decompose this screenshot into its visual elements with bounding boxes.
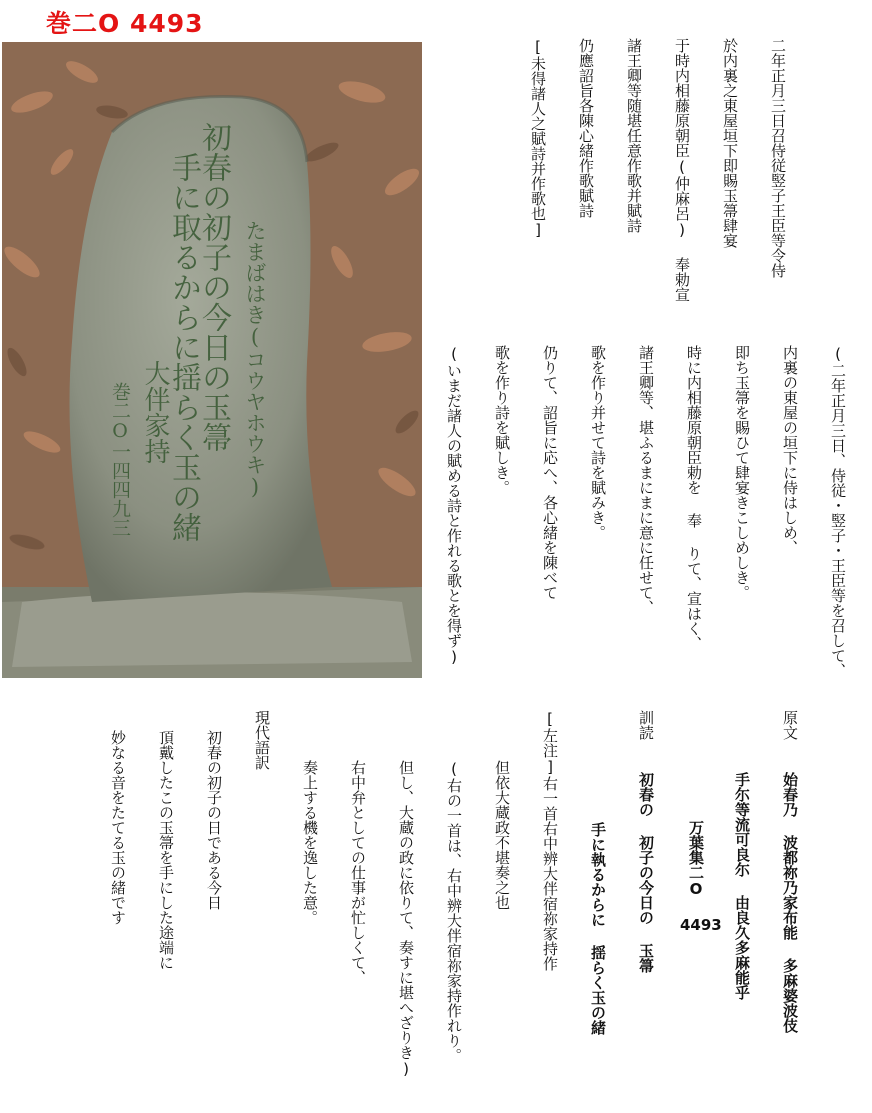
left-note-line-6: 奏上する機を逸した意。 bbox=[301, 760, 319, 925]
reading-line-5: 諸王卿等、堪ふるまにまに意に任せて、 bbox=[637, 345, 655, 615]
reading-line-8: 歌を作り詩を賦しき。 bbox=[493, 345, 511, 495]
stone-carving-line-1: 初春の初子の今日の玉箒 bbox=[196, 122, 231, 452]
left-note-line-5: 右中弁としての仕事が忙しくて、 bbox=[349, 760, 367, 985]
kundoku-label: 訓読 bbox=[637, 710, 655, 740]
left-note-line-4: 但し、大蔵の政に依りて、奏すに堪へざりき) bbox=[397, 760, 415, 1078]
original-line-2: 手尓等流可良尓 由良久多麻能乎 bbox=[733, 772, 751, 1000]
reading-line-4: 時に内相藤原朝臣勅を 奉 りて、宣はく、 bbox=[685, 345, 703, 651]
preface-line-6: [未得諸人之賦詩并作歌也] bbox=[529, 38, 547, 239]
preface-line-1: 二年正月三日召侍従竪子王臣等令侍 bbox=[769, 38, 787, 278]
collection-number: 4493 bbox=[680, 916, 722, 934]
left-note-line-2: 但依大蔵政不堪奏之也 bbox=[493, 760, 511, 910]
reading-line-7: 仍りて、詔旨に応へ、各心緒を陳べて bbox=[541, 345, 559, 600]
kundoku-line-2: 手に執るからに 揺らく玉の緒 bbox=[589, 822, 607, 1035]
original-line-1: 始春乃 波都祢乃家布能 多麻婆波伎 bbox=[781, 772, 799, 1033]
page-header-title: 巻二O 4493 bbox=[46, 9, 204, 38]
modern-label: 現代語訳 bbox=[253, 710, 271, 770]
stone-carving-line-2: 手に取るからに揺らく玉の緒 bbox=[166, 152, 201, 542]
modern-line-3: 妙なる音をたてる玉の緒です bbox=[109, 730, 127, 925]
collection-name: 万葉集二O bbox=[687, 820, 705, 898]
reading-line-9: (いまだ諸人の賦める詩と作れる歌とを得ず) bbox=[445, 345, 463, 666]
kundoku-line-1: 初春の 初子の今日の 玉箒 bbox=[637, 772, 655, 973]
stone-carving-author: 大伴家持 bbox=[140, 360, 170, 464]
preface-line-5: 仍應詔旨各陳心緒作歌賦詩 bbox=[577, 38, 595, 218]
reading-line-2: 内裏の東屋の垣下に侍はしめ、 bbox=[781, 345, 799, 555]
preface-line-4: 諸王卿等随堪任意作歌并賦詩 bbox=[625, 38, 643, 233]
left-note-line-3: (右の一首は、右中辨大伴宿祢家持作れり。 bbox=[445, 760, 463, 1063]
reading-line-3: 即ち玉箒を賜ひて肆宴きこしめしき。 bbox=[733, 345, 751, 600]
original-label: 原文 bbox=[781, 710, 799, 740]
monument-photo bbox=[2, 42, 422, 678]
modern-line-2: 頂戴したこの玉箒を手にした途端に bbox=[157, 730, 175, 970]
modern-line-1: 初春の初子の日である今日 bbox=[205, 730, 223, 910]
left-note-line-1: [左注]右一首右中辨大伴宿祢家持作 bbox=[541, 710, 559, 971]
reading-line-1: (二年正月三日、侍従・竪子・王臣等を召して、 bbox=[829, 345, 847, 678]
reading-line-6: 歌を作り并せて詩を賦みき。 bbox=[589, 345, 607, 540]
preface-line-2: 於内裏之東屋垣下即賜玉箒肆宴 bbox=[721, 38, 739, 248]
stone-carving-number: 巻二O一四四九三 bbox=[109, 382, 131, 537]
preface-line-3: 于時内相藤原朝臣(仲麻呂) 奉勅宣 bbox=[673, 38, 691, 302]
stone-carving-reading: たまばはき(コウヤホウキ) bbox=[243, 220, 267, 499]
